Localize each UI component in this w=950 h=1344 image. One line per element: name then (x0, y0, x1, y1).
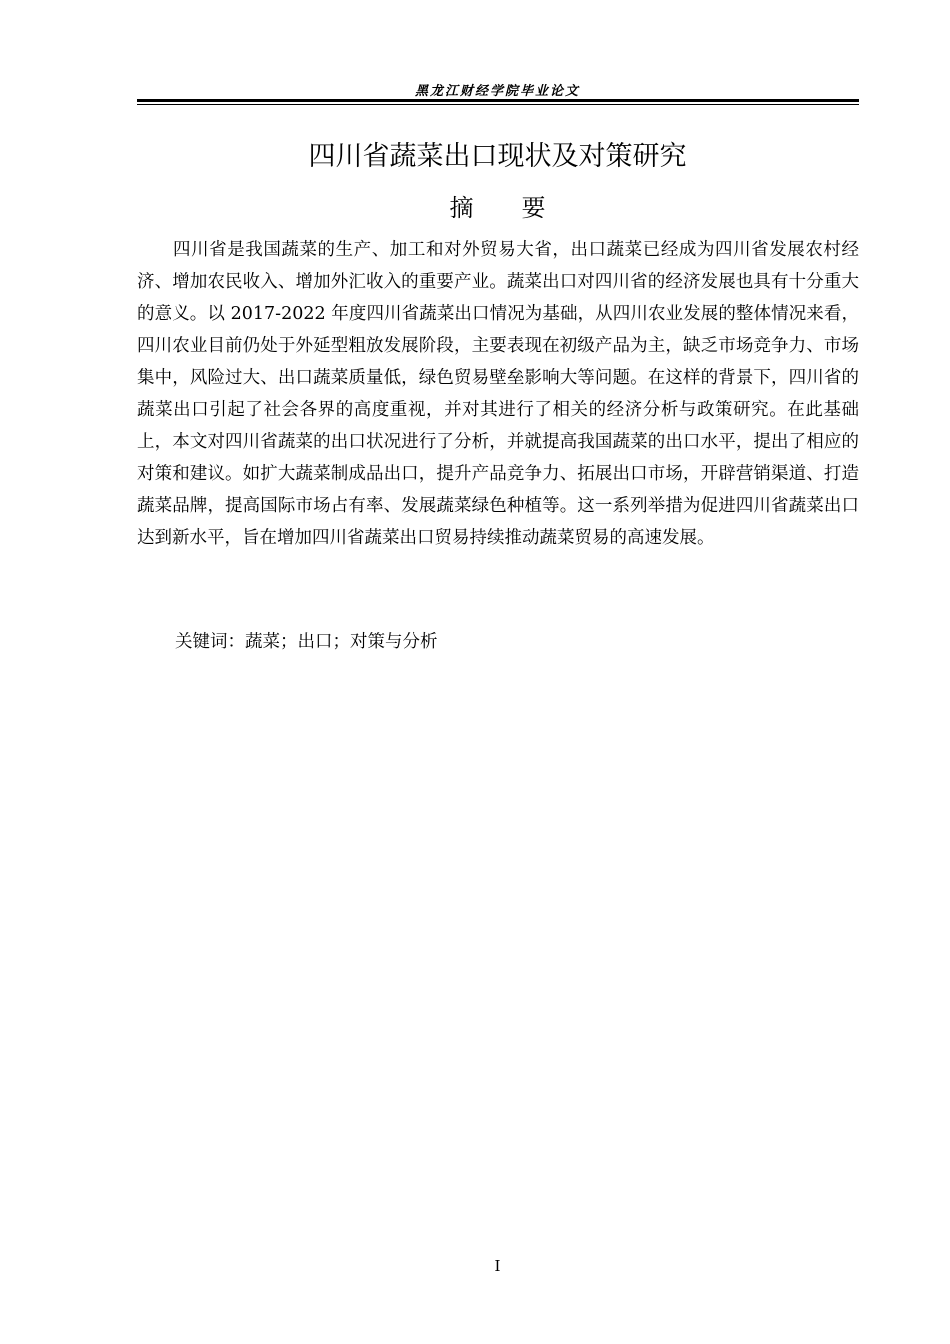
keywords-label: 关键词： (175, 632, 245, 652)
running-header: 黑龙江财经学院毕业论文 (414, 84, 580, 99)
paper-title: 四川省蔬菜出口现状及对策研究 (308, 141, 687, 172)
keywords-line (175, 626, 859, 658)
abstract-heading: 摘要 (449, 194, 594, 222)
keywords-list: 蔬菜；出口；对策与分析 (245, 632, 438, 652)
header-rule-thick (137, 99, 859, 102)
header-rule-thin (137, 104, 859, 105)
page-number: I (494, 1257, 501, 1275)
abstract-body: 四川省是我国蔬菜的生产、加工和对外贸易大省，出口蔬菜已经成为四川省发展农村经济、增加农民收入、增加外汇收入的重要产业。蔬菜出口对四川省的经济发展也具有十分重大的意义。以 2017-2022 年度四川省蔬菜出口情况为基础，从四川农业发展的整体情况来看，四川农业目前仍处于外延型粗放发展阶段，主要表现在初级产品为主，缺乏市场竞争力、市场集中，风险过大、出口蔬菜质量低，绿色贸易壁垒影响大等问题。在这样的背景下，四川省的蔬菜出口引起了社会各界的高度重视，并对其进行了相关的经济分析与政策研究。在此基础上，本文对四川省蔬菜的出口状况进行了分析，并就提高我国蔬菜的出口水平，提出了相应的对策和建议。如扩大蔬菜制成品出口，提升产品竞争力、拓展出口市场，开辟营销渠道、打造蔬菜品牌，提高国际市场占有率、发展蔬菜绿色种植等。这一系列举措为促进四川省蔬菜出口达到新水平，旨在增加四川省蔬菜出口贸易持续推动蔬菜贸易的高速发展。 (137, 240, 859, 548)
